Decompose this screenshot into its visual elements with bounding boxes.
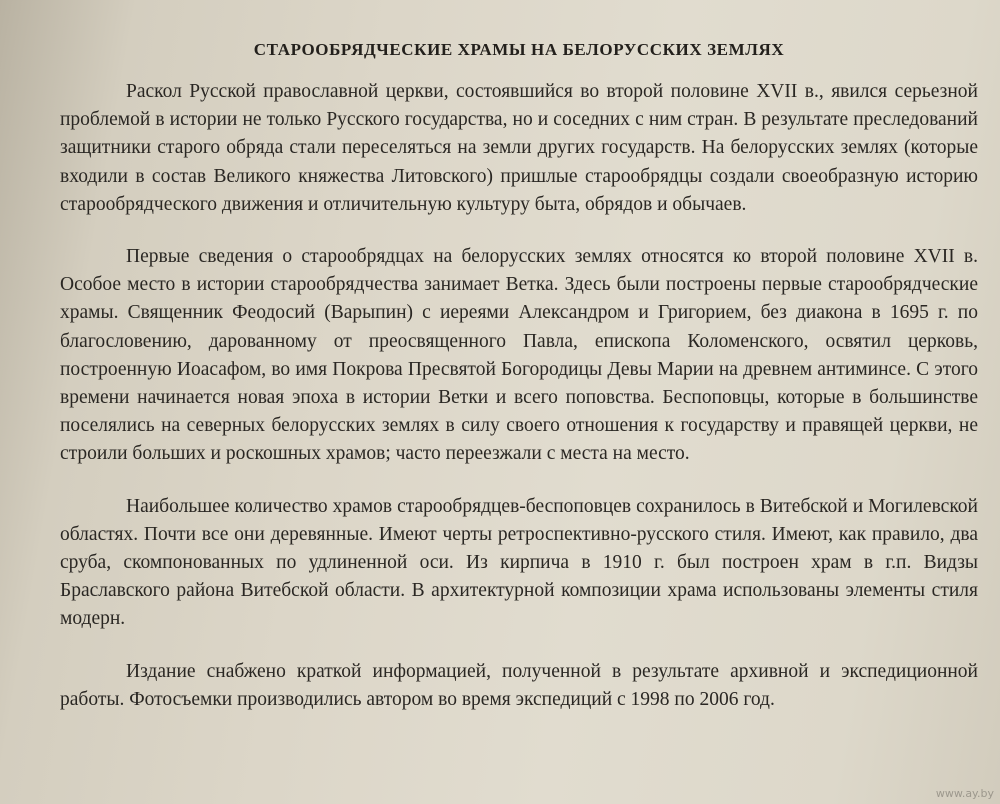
- paragraph-vetka: Первые сведения о старообрядцах на белорусских землях относятся ко второй половине XVII в. Особое место в истории старообрядчества занимает Ветка. Здесь были построены первые старообрядческие храмы. Священник Феодосий (Варыпин) с иереями Александром и Григорием, без диакона в 1695 г. по благословению, дарованному от преосвященного Павла, епископа Коломенского, освятил церковь, построенную Иоасафом, во имя Покрова Пресвятой Богородицы Девы Марии на древнем антиминсе. С этого времени начинается новая эпоха в истории Ветки и всего поповства. Беспоповцы, которые в большинстве поселялись на северных белорусских землях в силу своего отношения к государству и правящей церкви, не строили больших и роскошных храмов; часто переезжали с места на место.: [60, 246, 978, 465]
- paragraph-edition: Издание снабжено краткой информацией, полученной в результате архивной и экспедиционной работы. Фотосъемки производились автором во время экспедиций с 1998 по 2006 год.: [60, 660, 978, 710]
- paragraph-temples: Наибольшее количество храмов старообрядцев-беспоповцев сохранилось в Витебской и Могилевской областях. Почти все они деревянные. Имеют черты ретроспективно-русского стиля. Имеют, как правило, два сруба, скомпонованных по удлиненной оси. Из кирпича в 1910 г. был построен храм в г.п. Видзы Браславского района Витебской области. В архитектурной композиции храма использованы элементы стиля модерн.: [60, 495, 978, 630]
- page-title: СТАРООБРЯДЧЕСКИЕ ХРАМЫ НА БЕЛОРУССКИХ ЗЕМЛЯХ: [253, 40, 785, 59]
- paragraph-schism: Раскол Русской православной церкви, состоявшийся во второй половине XVII в., явился серьезной проблемой в истории не только Русского государства, но и соседних с ним стран. В результате преследований защитники старого обряда стали переселяться на земли других государств. На белорусских землях (которые входили в состав Великого княжества Литовского) пришлые старообрядцы создали своеобразную историю старообрядческого движения и отличительную культуру быта, обрядов и обычаев.: [60, 81, 978, 215]
- document-page: [60, 40, 978, 738]
- watermark: www.ay.by: [935, 787, 994, 800]
